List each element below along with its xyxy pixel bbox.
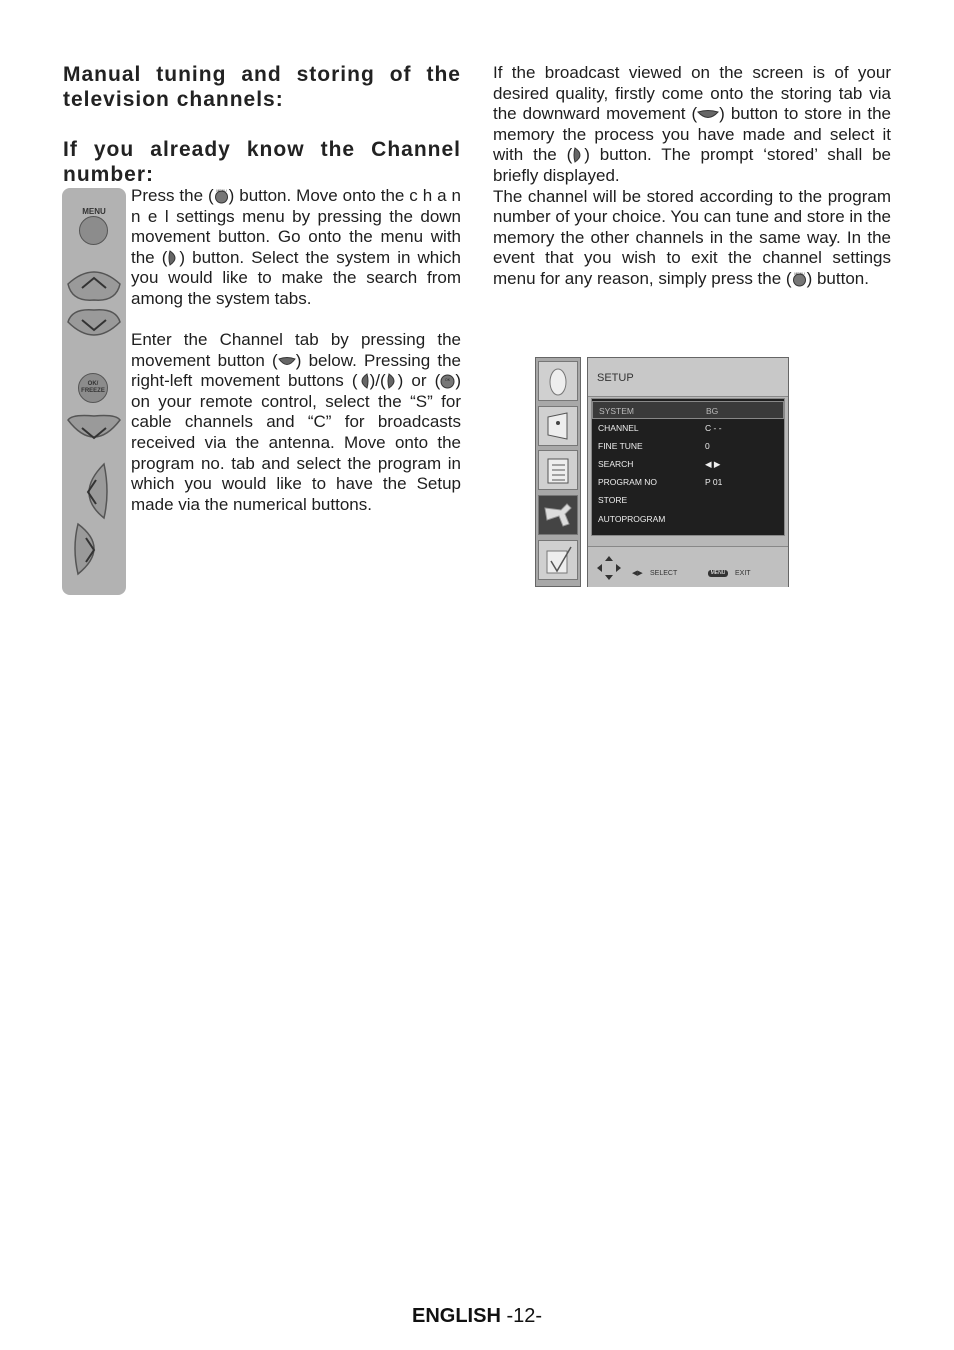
navigation-arrows-icon	[596, 555, 622, 581]
down-button-2[interactable]	[68, 416, 120, 438]
sound-icon	[539, 407, 577, 445]
menu-row-system[interactable]: SYSTEM BG	[592, 401, 784, 419]
right-arrow-button-icon	[167, 250, 179, 266]
menu-button-icon	[214, 188, 229, 204]
tab-sound[interactable]	[538, 406, 578, 446]
menu-row-channel[interactable]: CHANNEL C - -	[598, 423, 722, 433]
up-button[interactable]	[68, 272, 120, 300]
right-arrow-button-icon	[386, 373, 398, 389]
menu-tab-bar	[535, 357, 581, 587]
tab-install[interactable]	[538, 540, 578, 580]
left-button[interactable]	[89, 464, 107, 518]
section-title: Manual tuning and storing of the television channels:	[63, 63, 461, 111]
checkmark-icon	[539, 541, 577, 579]
instruction-paragraph-2: Enter the Channel tab by pressing the movement button ( ) below. Pressing the right-left movement buttons ( )/( ) or ( OK ) on your remote control, select the “S” for cable channels and “C” for broadcasts received via the antenna. Move onto the program no. tab and select the program in which you would like to have the Setup made via the numerical buttons.	[131, 330, 461, 514]
setup-title: SETUP	[597, 372, 634, 384]
left-right-arrows-icon: ◀▶	[632, 570, 643, 577]
ok-freeze-label: OK/ FREEZE	[81, 381, 105, 394]
tab-features[interactable]	[538, 450, 578, 490]
list-icon	[539, 451, 577, 489]
menu-row-search[interactable]: SEARCH ◀ ▶	[598, 459, 721, 469]
down-arrow-button-icon	[278, 356, 296, 369]
svg-text:MENU: MENU	[215, 189, 227, 193]
right-arrow-button-icon	[572, 147, 584, 163]
menu-row-store[interactable]: STORE	[598, 495, 628, 505]
right-button[interactable]	[75, 524, 94, 574]
menu-row-program-no[interactable]: PROGRAM NO P 01	[598, 477, 723, 487]
down-arrow-button-icon	[697, 109, 719, 122]
disc-icon	[539, 362, 577, 400]
menu-button-label: MENU	[82, 207, 106, 216]
exit-hint: EXIT	[735, 570, 751, 577]
setup-panel	[587, 357, 789, 587]
page-footer	[0, 1304, 954, 1328]
menu-button[interactable]	[79, 216, 108, 245]
storing-instructions: If the broadcast viewed on the screen is of your desired quality, firstly come onto the storing tab via the downward movement ( ) button to store in the memory the process you have made and select it with the ( ) button. The prompt ‘stored’ shall be briefly displayed. The channel will be stored according to the program number of your choice. You can tune and store in the memory the other channels in the same way. In the event that you wish to exit the channel settings menu for any reason, simply press the ( MENU ) button.	[493, 63, 891, 288]
tab-setup[interactable]	[538, 495, 578, 535]
page-number: -12-	[500, 1305, 543, 1327]
menu-row-autoprogram[interactable]: AUTOPROGRAM	[598, 514, 666, 524]
select-hint: SELECT	[650, 570, 678, 577]
tv-setup-menu	[535, 357, 788, 587]
remote-control-strip	[62, 188, 126, 595]
setup-options-list	[591, 398, 785, 536]
language-label: ENGLISH	[411, 1305, 501, 1327]
menu-button-icon	[792, 271, 807, 287]
menu-key-badge: MENU	[708, 570, 728, 577]
up-down-buttons	[64, 264, 124, 346]
ok-button-icon	[440, 373, 455, 389]
svg-text:OK: OK	[445, 378, 451, 383]
wrench-icon	[539, 496, 577, 534]
tab-picture[interactable]	[538, 361, 578, 401]
svg-text:MENU: MENU	[793, 271, 805, 276]
menu-row-fine-tune[interactable]: FINE TUNE 0	[598, 441, 710, 451]
instruction-paragraph-1: Press the ( MENU ) button. Move onto the c h a n n e l settings menu by pressing the down movement button. Go onto the menu with the ( ) button. Select the system in which you would like to make the search from among the system tabs.	[131, 186, 462, 308]
section-subtitle: If you already know the Channel number:	[63, 138, 461, 186]
direction-buttons	[64, 414, 124, 594]
setup-header	[588, 358, 788, 397]
setup-footer	[588, 546, 788, 587]
left-arrow-button-icon	[358, 373, 370, 389]
